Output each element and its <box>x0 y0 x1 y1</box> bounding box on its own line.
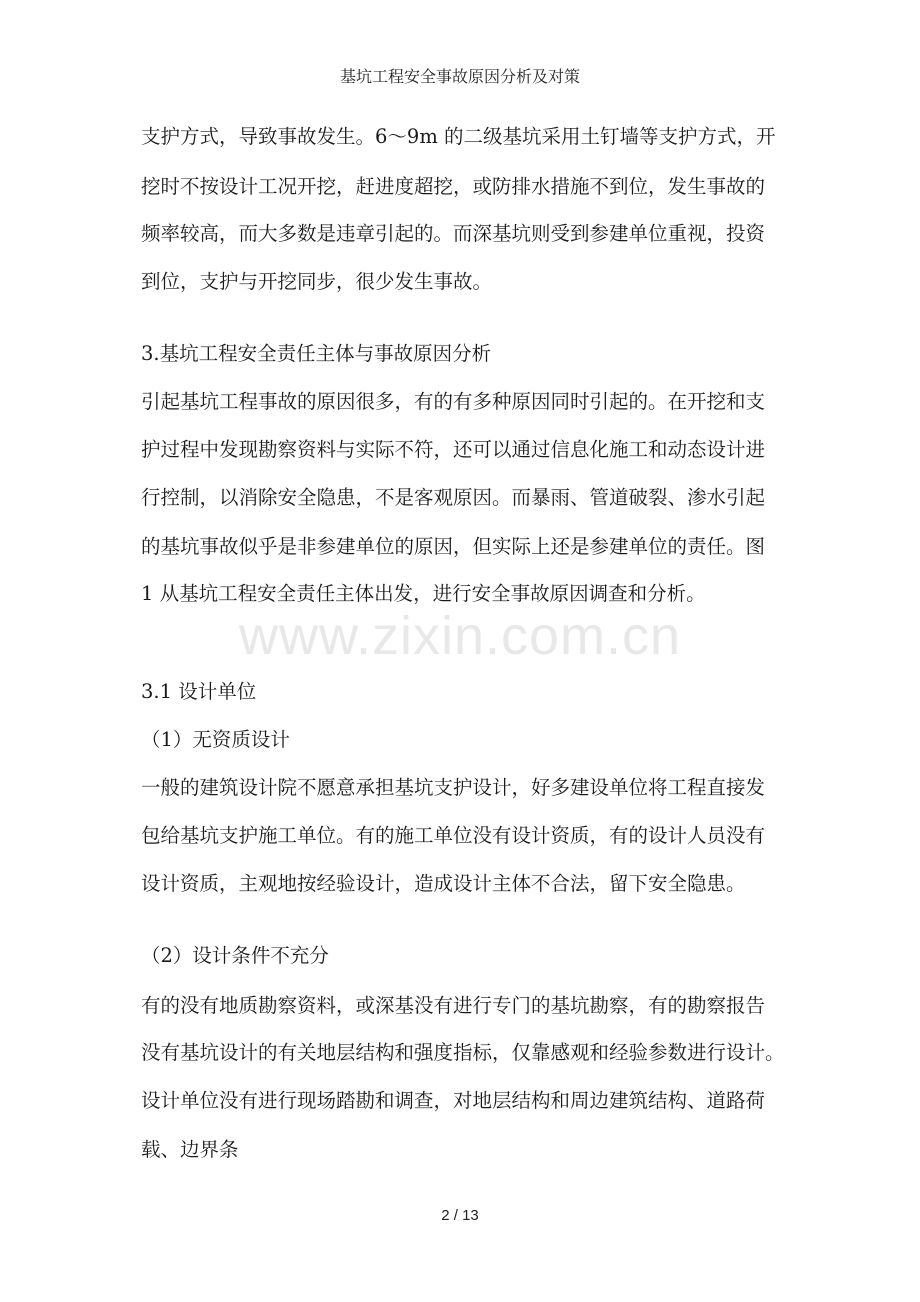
paragraph-line: 频率较高，而大多数是违章引起的。而深基坑则受到参建单位重视，投资 <box>141 222 766 245</box>
paragraph-line: 包给基坑支护施工单位。有的施工单位没有设计资质，有的设计人员没有 <box>141 824 766 847</box>
subsection-heading: 3.1 设计单位 <box>141 680 257 703</box>
paragraph-line: 有的没有地质勘察资料，或深基没有进行专门的基坑勘察，有的勘察报告 <box>141 994 766 1017</box>
paragraph-line: 设计资质，主观地按经验设计，造成设计主体不合法，留下安全隐患。 <box>141 872 746 895</box>
paragraph-line: 一般的建筑设计院不愿意承担基坑支护设计，好多建设单位将工程直接发 <box>141 776 766 799</box>
watermark-text: www.zixin.com.cn <box>238 606 682 666</box>
paragraph-line: 护过程中发现勘察资料与实际不符，还可以通过信息化施工和动态设计进 <box>141 438 766 461</box>
paragraph-line: 没有基坑设计的有关地层结构和强度指标，仅靠感观和经验参数进行设计。 <box>141 1041 785 1064</box>
item-heading: （2）设计条件不充分 <box>141 944 329 967</box>
item-heading: （1）无资质设计 <box>141 728 290 751</box>
paragraph-line: 1 从基坑工程安全责任主体出发，进行安全事故原因调查和分析。 <box>141 582 706 605</box>
paragraph-line: 行控制，以消除安全隐患，不是客观原因。而暴雨、管道破裂、渗水引起 <box>141 486 766 509</box>
paragraph-line: 设计单位没有进行现场踏勘和调查，对地层结构和周边建筑结构、道路荷 <box>141 1089 766 1112</box>
paragraph-line: 载、边界条 <box>141 1138 239 1161</box>
paragraph-line: 挖时不按设计工况开挖，赶进度超挖，或防排水措施不到位，发生事故的 <box>141 175 766 198</box>
section-heading: 3.基坑工程安全责任主体与事故原因分析 <box>141 342 492 365</box>
page-number: 2 / 13 <box>441 1207 479 1224</box>
paragraph-line: 引起基坑工程事故的原因很多，有的有多种原因同时引起的。在开挖和支 <box>141 390 766 413</box>
page-header-title: 基坑工程安全事故原因分析及对策 <box>339 67 580 86</box>
paragraph-line: 的基坑事故似乎是非参建单位的原因，但实际上还是参建单位的责任。图 <box>141 535 766 558</box>
paragraph-line: 支护方式，导致事故发生。6～9m 的二级基坑采用土钉墙等支护方式，开 <box>141 125 776 148</box>
paragraph-line: 到位，支护与开挖同步，很少发生事故。 <box>141 270 493 293</box>
